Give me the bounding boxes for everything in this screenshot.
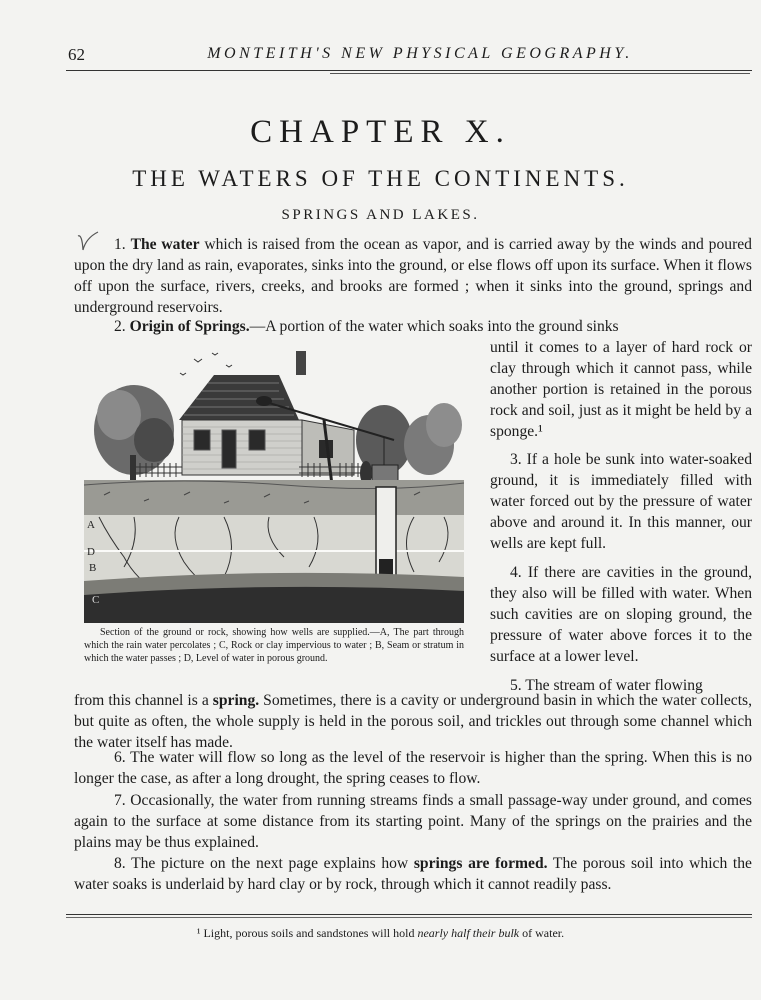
paragraph-1-text: which is raised from the ocean as vapor, and is carried away by the winds and poured upon the dry land as rain, evaporates, sinks into the ground, or else flows off upon its surface. When it flows off upon the surface, rivers, creeks, and brooks are formed ; when it sinks into the ground, springs and underground reservoirs. (74, 236, 752, 316)
paragraph-8-text-b: The porous soil into which the water soaks is underlaid by hard clay or by rock, through which it cannot readily pass. (74, 855, 752, 893)
figure-caption (84, 626, 464, 665)
paragraph-8-text-a: 8. The picture on the next page explains how (114, 855, 414, 872)
right-column (490, 337, 752, 704)
paragraph-5-first-line: 5. The stream of water flowing (510, 677, 703, 694)
paragraph-1-keyword: The water (130, 236, 200, 253)
footnote-rule (66, 914, 752, 915)
paragraph-1 (74, 234, 752, 318)
paragraph-8 (74, 853, 752, 895)
paragraph-2-continued: until it comes to a layer of hard rock or clay through which it cannot pass, while another portion is retained in the porous rock and soil, just as it might be held by a sponge.¹ (490, 339, 752, 440)
paragraph-3: 3. If a hole be sunk into water-soaked ground, it is immediately filled with water forced out by the pressure of water above and around it. In this manner, our wells are kept full. (490, 451, 752, 552)
paragraph-8-keyword: springs are formed. (413, 855, 548, 872)
footnote-text-b: of water. (519, 926, 565, 940)
figure-caption-text: Section of the ground or rock, showing how wells are supplied.—A, The part through which the rain water percolates ; C, Rock or clay impervious to water ; B, Seam or stratum in which the water passes ; D, Level of water in porous ground. (84, 627, 464, 664)
paragraph-1-number: 1. (114, 236, 126, 253)
label-B: B (89, 562, 97, 574)
label-D: D (87, 546, 95, 558)
page-number: 62 (68, 45, 85, 64)
paragraph-6: 6. The water will flow so long as the level of the reservoir is higher than the spring. When this is no longer the case, as after a long drought, the spring ceases to flow. (74, 749, 752, 787)
running-title: MONTEITH'S NEW PHYSICAL GEOGRAPHY. (207, 45, 633, 62)
paragraph-5 (74, 690, 752, 753)
paragraph-7: 7. Occasionally, the water from running streams finds a small passage-way under ground, and comes again to the surface at some distance from its starting point. Many of the springs on the prairies and the plains may be thus explained. (74, 792, 752, 851)
section-title: SPRINGS AND LAKES. (281, 207, 480, 223)
header-rule (66, 70, 752, 71)
header-rule-short (330, 73, 750, 74)
paragraph-2-number: 2. (114, 318, 126, 335)
footnote-text-a: ¹ Light, porous soils and sandstones will hold (196, 926, 418, 940)
paragraph-4: 4. If there are cavities in the ground, they also will be filled with water. When such cavities are on sloping ground, the pressure of water above forces it to the surface at a lower level. (490, 564, 752, 665)
label-A: A (87, 519, 95, 531)
well-illustration (84, 345, 464, 623)
footnote (0, 926, 761, 941)
paragraph-5-text-a: from this channel is a (74, 692, 213, 709)
label-C: C (92, 594, 100, 606)
footnote-rule-lower (66, 917, 752, 918)
paragraph-2-first-line (114, 316, 754, 337)
paragraph-5-text-b: Sometimes, there is a cavity or underground basin in which the water collects, but quite as often, the whole supply is held in the porous soil, and trickles out through some channel which the water itself has made. (74, 692, 752, 751)
paragraph-2-heading: Origin of Springs. (129, 318, 250, 335)
footnote-italic: nearly half their bulk (417, 926, 520, 940)
chapter-title: THE WATERS OF THE CONTINENTS. (132, 166, 629, 191)
chapter-number: CHAPTER X. (250, 114, 511, 150)
paragraph-5-keyword: spring. (212, 692, 260, 709)
paragraph-2-first-text: —A portion of the water which soaks into the ground sinks (249, 318, 619, 335)
